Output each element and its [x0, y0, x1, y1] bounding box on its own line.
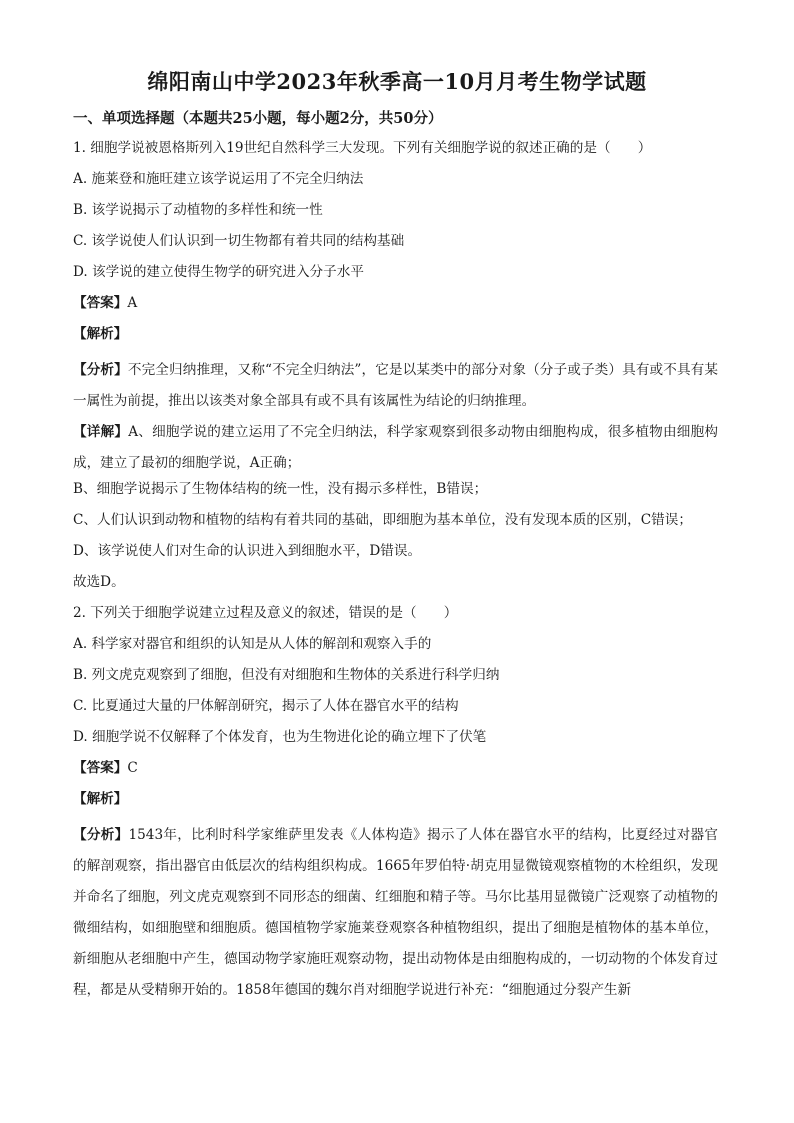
answer-value: A — [127, 295, 138, 311]
fenxi-paragraph — [73, 355, 718, 417]
fenxi-paragraph — [73, 820, 718, 1006]
option-d: D. 细胞学说不仅解释了个体发育，也为生物进化论的确立埋下了伏笔 — [73, 729, 487, 745]
answer-value: C — [127, 760, 138, 776]
conclusion-line: 故选D。 — [73, 574, 125, 590]
analysis-tag-line — [73, 789, 718, 820]
option-b: B. 列文虎克观察到了细胞，但没有对细胞和生物体的关系进行科学归纳 — [73, 667, 500, 683]
analysis-tag: 【解析】 — [73, 326, 128, 342]
fenxi-text: 1543年，比利时科学家维萨里发表《人体构造》揭示了人体在器官水平的结构，比夏经过对器官的解剖观察，指出器官由低层次的结构组织构成。1665年罗伯特·胡克用显微镜观察植物的木栓组织，发现并命名了细胞，列文虎克观察到不同形态的细菌、红细胞和精子等。马尔比基用显微镜广泛观察了动植物的微细结构，如细胞壁和细胞质。德国植物学家施莱登观察各种植物组织，提出了细胞是植物体的基本单位，新细胞从老细胞中产生，德国动物学家施旺观察动物，提出动物体是由细胞构成的，一切动物的个体发育过程，都是从受精卵开始的。1858年德国的魏尔肖对细胞学说进行补充：“细胞通过分裂产生新 — [73, 827, 718, 998]
option-c: C. 该学说使人们认识到一切生物都有着共同的结构基础 — [73, 233, 405, 249]
option-d: D. 该学说的建立使得生物学的研究进入分子水平 — [73, 264, 364, 280]
explain-line-b: B、细胞学说揭示了生物体结构的统一性，没有揭示多样性，B错误； — [73, 481, 488, 497]
option-b: B. 该学说揭示了动植物的多样性和统一性 — [73, 202, 323, 218]
explain-line-d: D、该学说使人们对生命的认识进入到细胞水平，D错误。 — [73, 543, 422, 559]
page-title: 绵阳南山中学2023年秋季高一10月月考生物学试题 — [147, 69, 647, 94]
xiangjie-paragraph — [73, 417, 718, 479]
document-body — [73, 138, 718, 1006]
option-a: A. 施莱登和施旺建立该学说运用了不完全归纳法 — [73, 171, 364, 187]
section-heading: 一、单项选择题（本题共25小题，每小题2分，共50分） — [73, 110, 443, 127]
answer-line — [73, 758, 718, 789]
fenxi-tag: 【分析】 — [73, 362, 128, 378]
analysis-tag: 【解析】 — [73, 791, 128, 807]
explain-line-c: C、人们认识到动物和植物的结构有着共同的基础，即细胞为基本单位，没有发现本质的区别，C错误； — [73, 512, 692, 528]
xiangjie-text: A、细胞学说的建立运用了不完全归纳法，科学家观察到很多动物由细胞构成，很多植物由细胞构成，建立了最初的细胞学说，A正确； — [73, 424, 718, 471]
answer-line — [73, 293, 718, 324]
option-a: A. 科学家对器官和组织的认知是从人体的解剖和观察入手的 — [73, 636, 432, 652]
answer-tag: 【答案】 — [73, 760, 128, 776]
answer-tag: 【答案】 — [73, 295, 128, 311]
question-stem: 1. 细胞学说被恩格斯列入19世纪自然科学三大发现。下列有关细胞学说的叙述正确的是（ ） — [73, 140, 652, 156]
fenxi-tag: 【分析】 — [73, 827, 129, 843]
option-c: C. 比夏通过大量的尸体解剖研究，揭示了人体在器官水平的结构 — [73, 698, 459, 714]
analysis-tag-line — [73, 324, 718, 355]
xiangjie-tag: 【详解】 — [73, 424, 129, 440]
fenxi-text: 不完全归纳推理，又称“不完全归纳法”，它是以某类中的部分对象（分子或子类）具有或不具有某一属性为前提，推出以该类对象全部具有或不具有该属性为结论的归纳推理。 — [73, 362, 718, 409]
question-stem: 2. 下列关于细胞学说建立过程及意义的叙述，错误的是（ ） — [73, 605, 458, 621]
